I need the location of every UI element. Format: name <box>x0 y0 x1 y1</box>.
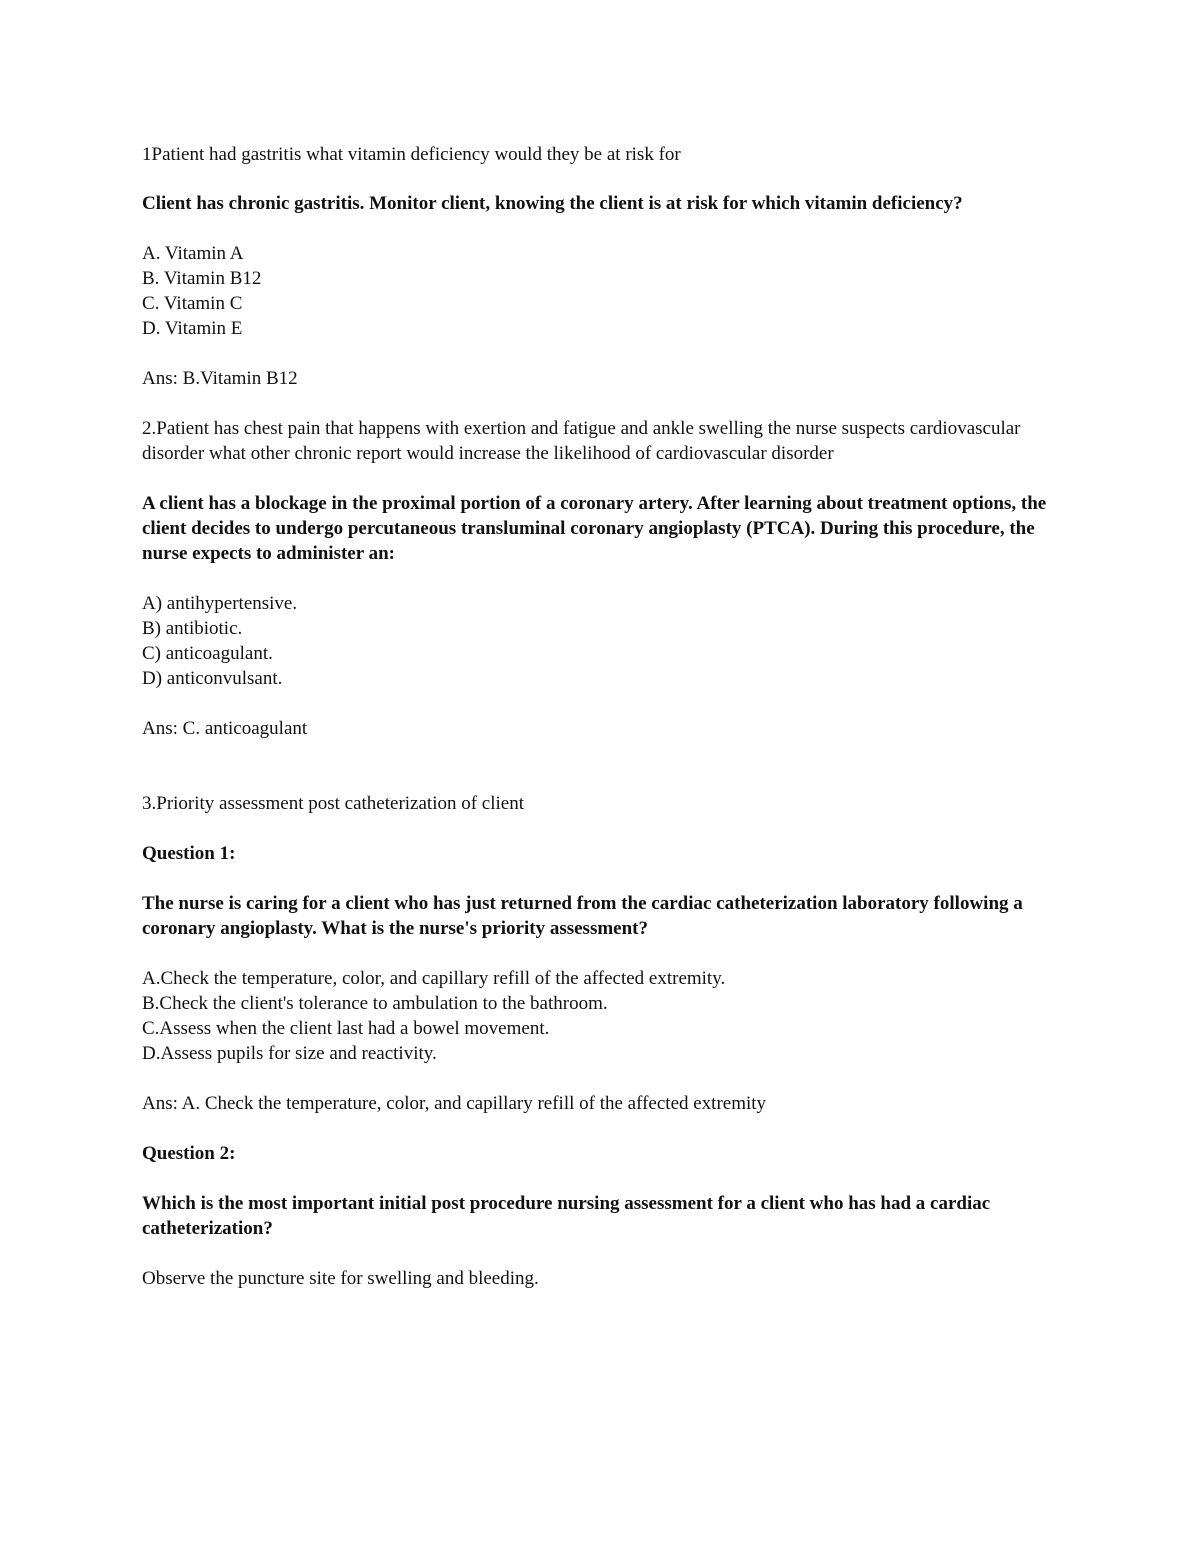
q3-sub2-answer: Observe the puncture site for swelling and bleeding. <box>142 1268 539 1289</box>
q2-option-c: C) anticoagulant. <box>142 643 273 664</box>
q3-sub1-question: The nurse is caring for a client who has just returned from the cardiac catheterization laboratory following a coronary angioplasty. What is the nurse's priority assessment? <box>142 893 1023 939</box>
q3-sub1-option-b: B.Check the client's tolerance to ambulation to the bathroom. <box>142 993 608 1014</box>
q3-sub1-option-d: D.Assess pupils for size and reactivity. <box>142 1043 437 1064</box>
q2-question: A client has a blockage in the proximal portion of a coronary artery. After learning about treatment options, the client decides to undergo percutaneous transluminal coronary angioplasty (PTCA). During this procedure, the nurse expects to administer an: <box>142 493 1047 564</box>
q1-answer: Ans: B.Vitamin B12 <box>142 368 298 389</box>
document-body <box>142 142 1067 1291</box>
q1-option-a: A. Vitamin A <box>142 243 244 264</box>
q1-question: Client has chronic gastritis. Monitor client, knowing the client is at risk for which vitamin deficiency? <box>142 193 963 214</box>
q2-answer: Ans: C. anticoagulant <box>142 718 308 739</box>
q1-option-c: C. Vitamin C <box>142 293 243 314</box>
q3-sub1-options <box>142 966 1067 1066</box>
q2-options <box>142 591 1067 691</box>
q2-prompt: 2.Patient has chest pain that happens with exertion and fatigue and ankle swelling the nurse suspects cardiovascular disorder what other chronic report would increase the likelihood of cardiovascular disorder <box>142 418 1021 464</box>
q3-sub1-heading: Question 1: <box>142 843 236 864</box>
q2-option-b: B) antibiotic. <box>142 618 243 639</box>
q3-sub1-answer: Ans: A. Check the temperature, color, and capillary refill of the affected extremity <box>142 1093 767 1114</box>
q3-sub1-option-a: A.Check the temperature, color, and capillary refill of the affected extremity. <box>142 968 726 989</box>
q1-prompt: 1Patient had gastritis what vitamin deficiency would they be at risk for <box>142 144 681 165</box>
q3-sub2-heading: Question 2: <box>142 1143 236 1164</box>
q2-option-d: D) anticonvulsant. <box>142 668 283 689</box>
q1-options <box>142 241 1067 341</box>
q3-sub2-question: Which is the most important initial post procedure nursing assessment for a client who has had a cardiac catheterization? <box>142 1193 991 1239</box>
q1-option-b: B. Vitamin B12 <box>142 268 262 289</box>
q3-sub1-option-c: C.Assess when the client last had a bowel movement. <box>142 1018 550 1039</box>
q2-option-a: A) antihypertensive. <box>142 593 298 614</box>
q3-prompt: 3.Priority assessment post catheterization of client <box>142 793 525 814</box>
q1-option-d: D. Vitamin E <box>142 318 243 339</box>
